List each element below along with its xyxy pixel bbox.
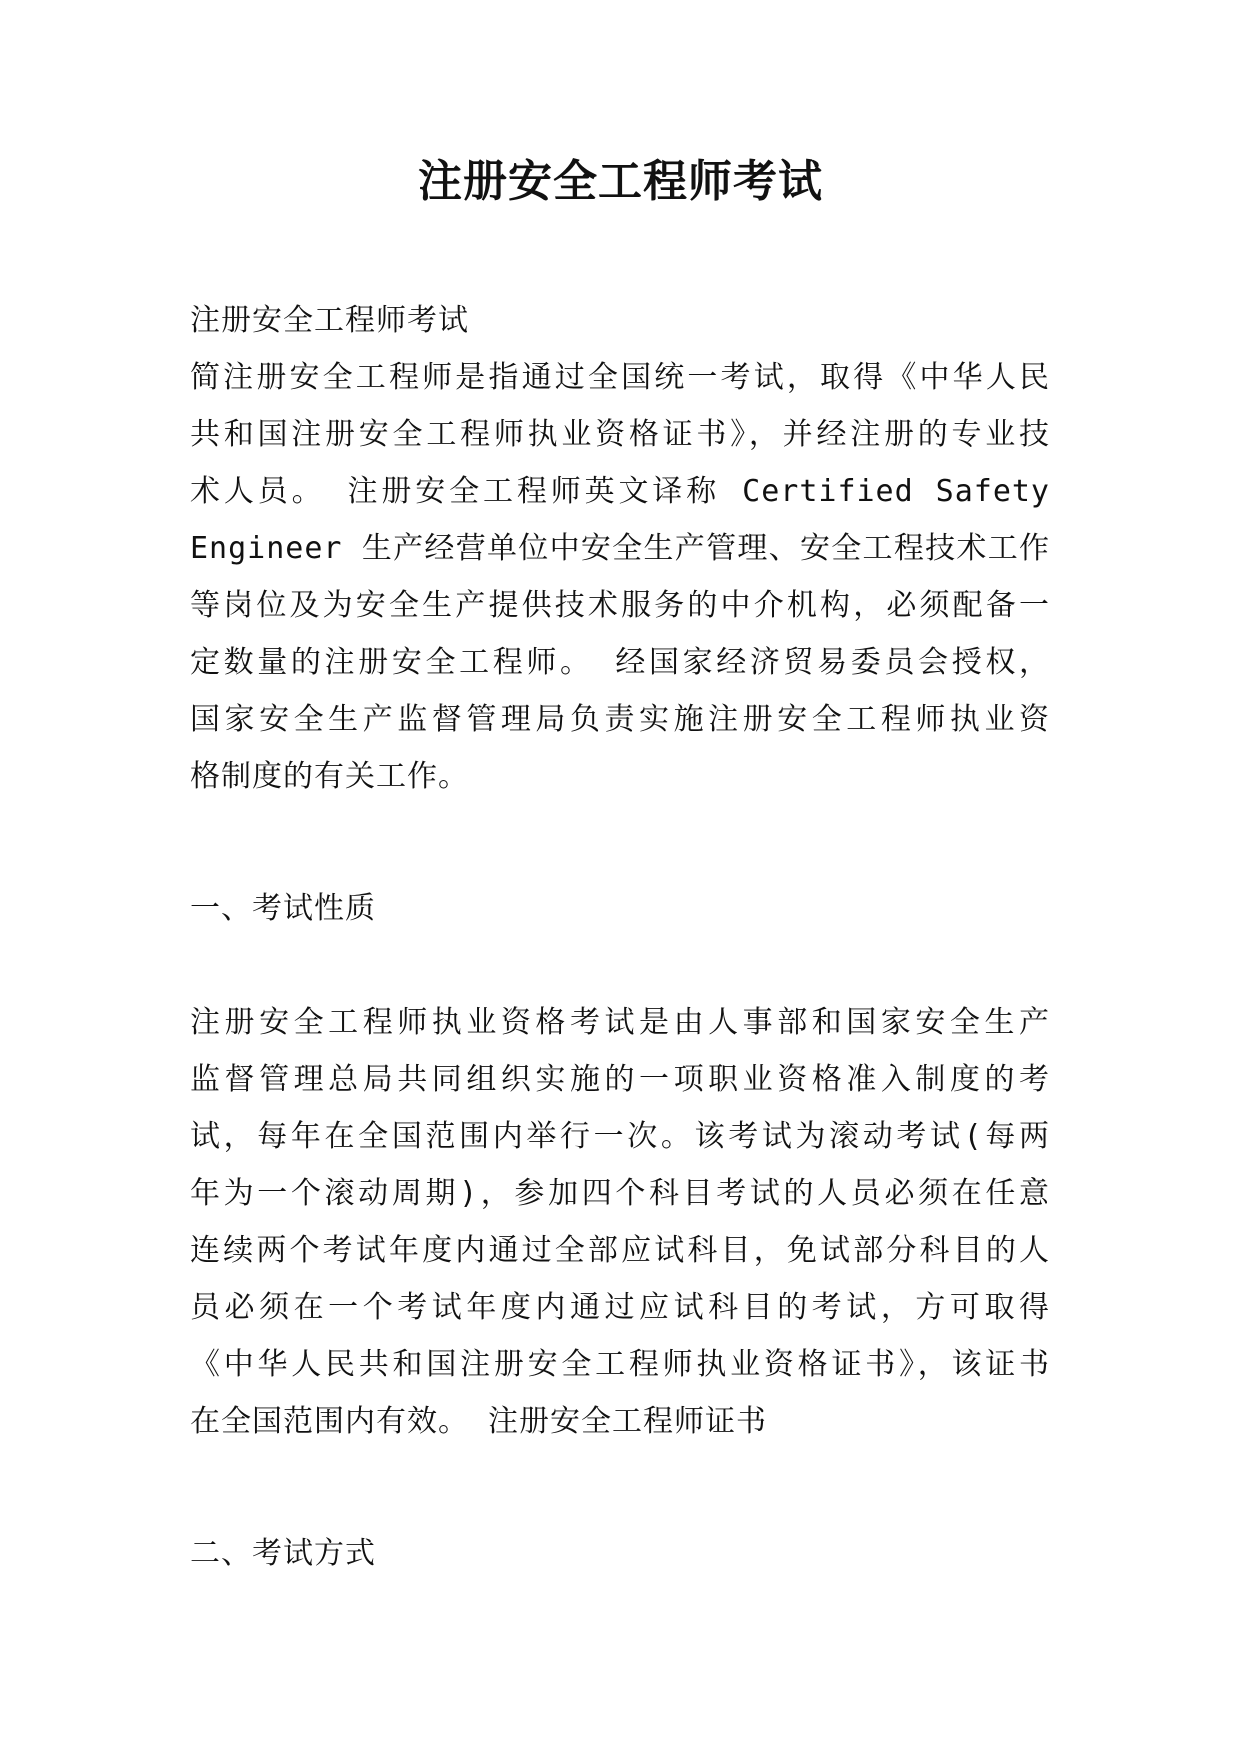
paragraph-line: 定数量的注册安全工程师。 经国家经济贸易委员会授权， (190, 645, 1050, 680)
paragraph-line: 简注册安全工程师是指通过全国统一考试，取得《中华人民 (190, 360, 1050, 395)
paragraph-line: 国家安全生产监督管理局负责实施注册安全工程师执业资 (190, 702, 1050, 737)
section-heading-1 (190, 880, 1050, 937)
section-1-paragraph (190, 994, 1050, 1450)
paragraph-line: 共和国注册安全工程师执业资格证书》，并经注册的专业技 (190, 417, 1050, 452)
paragraph-line: 在全国范围内有效。 注册安全工程师证书 (190, 1404, 768, 1439)
paragraph-line: 格制度的有关工作。 (190, 759, 469, 794)
paragraph-line: 监督管理总局共同组织实施的一项职业资格准入制度的考 (190, 1062, 1050, 1097)
paragraph-line: 《中华人民共和国注册安全工程师执业资格证书》，该证书 (190, 1347, 1050, 1382)
paragraph-line: 术人员。 注册安全工程师英文译称 Certified Safety (190, 474, 1050, 509)
paragraph-line: 等岗位及为安全生产提供技术服务的中介机构，必须配备一 (190, 588, 1050, 623)
paragraph-line: 员必须在一个考试年度内通过应试科目的考试，方可取得 (190, 1290, 1050, 1325)
section-heading-text: 一、考试性质 (190, 891, 376, 926)
paragraph-line: 连续两个考试年度内通过全部应试科目，免试部分科目的人 (190, 1233, 1050, 1268)
paragraph-line: 注册安全工程师执业资格考试是由人事部和国家安全生产 (190, 1005, 1050, 1040)
section-heading-2 (190, 1525, 1050, 1582)
section-heading-text: 二、考试方式 (190, 1536, 376, 1571)
document-subtitle (190, 292, 1050, 349)
paragraph-line: 试，每年在全国范围内举行一次。该考试为滚动考试(每两 (190, 1119, 1050, 1154)
paragraph-line: Engineer 生产经营单位中安全生产管理、安全工程技术工作 (190, 531, 1050, 566)
paragraph-line: 年为一个滚动周期)，参加四个科目考试的人员必须在任意 (190, 1176, 1050, 1211)
intro-paragraph (190, 349, 1050, 805)
document-title: 注册安全工程师考试 (418, 156, 823, 207)
subtitle-line: 注册安全工程师考试 (190, 303, 469, 338)
